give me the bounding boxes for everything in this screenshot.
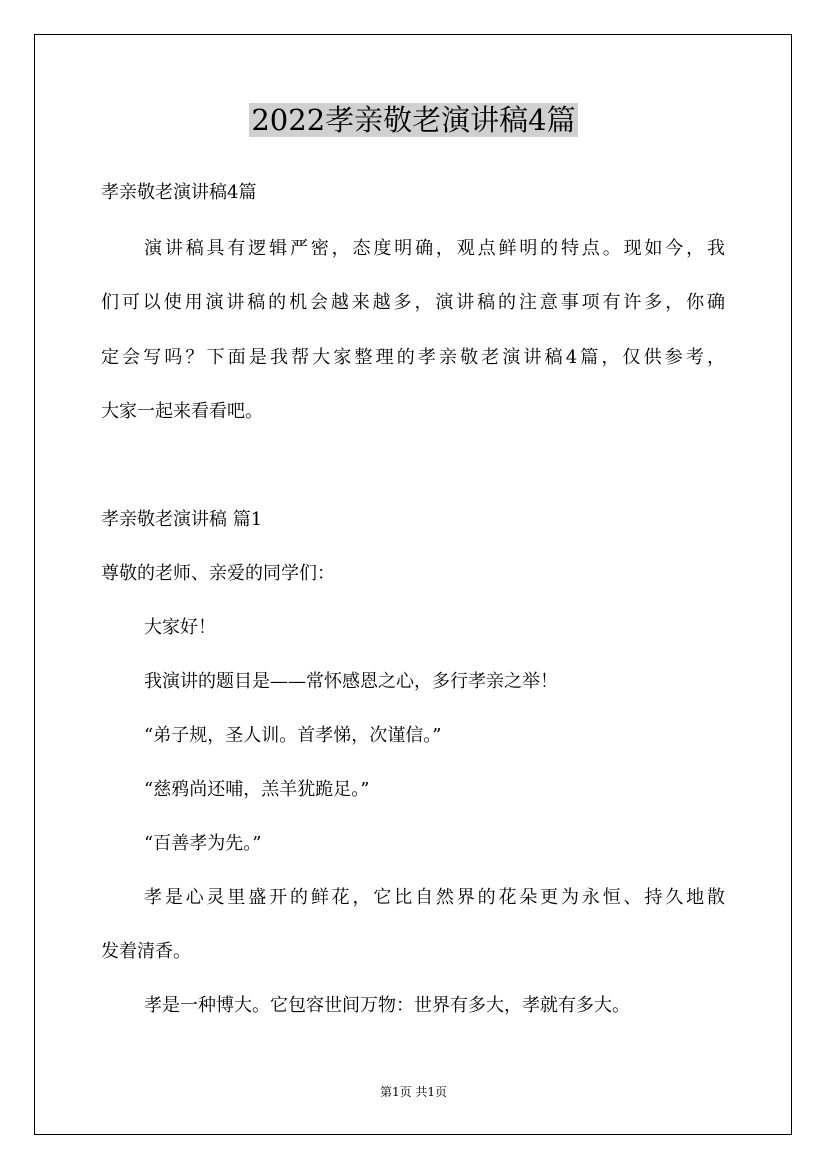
body-line-quote-3: “百善孝为先。” xyxy=(144,833,262,854)
body-line-quote-1: “弟子规，圣人训。首孝悌，次谨信。” xyxy=(144,725,442,746)
body-line-quote-2: “慈鸦尚还哺，羔羊犹跪足。” xyxy=(144,779,370,800)
body-line-topic: 我演讲的题目是——常怀感恩之心，多行孝亲之举！ xyxy=(144,671,558,692)
body-line-paragraph-1b: 发着清香。 xyxy=(101,941,191,962)
body-line-paragraph-2: 孝是一种博大。它包容世间万物：世界有多大，孝就有多大。 xyxy=(144,995,630,1016)
intro-line-2: 们可以使用演讲稿的机会越来越多，演讲稿的注意事项有许多，你确 xyxy=(101,292,725,313)
body-line-greeting: 大家好！ xyxy=(144,617,216,638)
body-line-paragraph-1a: 孝是心灵里盛开的鲜花，它比自然界的花朵更为永恒、持久地散 xyxy=(144,887,725,908)
document-title: 2022孝亲敬老演讲稿4篇 xyxy=(251,103,576,137)
salutation: 尊敬的老师、亲爱的同学们： xyxy=(101,563,335,584)
intro-line-1: 演讲稿具有逻辑严密，态度明确，观点鲜明的特点。现如今，我 xyxy=(144,238,725,259)
intro-line-4: 大家一起来看看吧。 xyxy=(101,401,263,422)
intro-line-3: 定会写吗？下面是我帮大家整理的孝亲敬老演讲稿4篇，仅供参考， xyxy=(101,347,725,368)
subtitle: 孝亲敬老演讲稿4篇 xyxy=(101,182,257,203)
page-footer: 第1页 共1页 xyxy=(379,1085,448,1099)
section-heading: 孝亲敬老演讲稿 篇1 xyxy=(101,509,263,530)
